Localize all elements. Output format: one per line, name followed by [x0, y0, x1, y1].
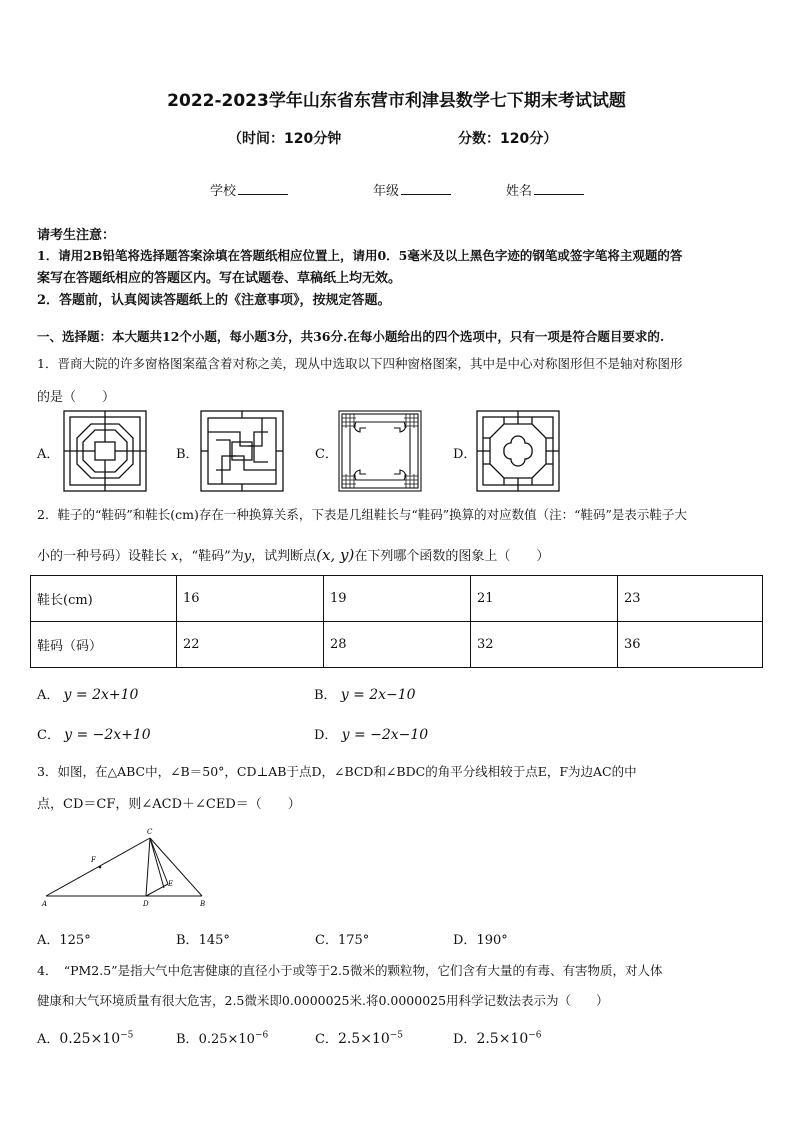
q2-option-d-label: D． [314, 728, 338, 743]
q2-option-c [37, 724, 151, 743]
name-blank [534, 182, 584, 195]
name-label: 姓名 [506, 184, 533, 199]
label-f: F [91, 856, 96, 864]
q4-line-2: 健康和大气环境质量有很大危害，2.5微米即0.0000025米.将0.0000025用科学记数法表示为（ ） [37, 993, 609, 1008]
q3-option-b-label: B． [176, 933, 199, 948]
table-cell: 28 [324, 622, 471, 668]
notice-line-1: 1．请用2B铅笔将选择题答案涂填在答题纸相应位置上，请用0．5毫米及以上黑色字迹的钢笔或签字笔将主观题的答 [37, 248, 683, 263]
q1-option-a-label: A． [37, 447, 60, 462]
q4-option-a-base: 0.25×10 [59, 1031, 121, 1047]
q2-point: (x, y) [316, 546, 355, 564]
q2-line-2-text-e: ，试判断点 [251, 549, 317, 564]
label-e: E [168, 880, 174, 888]
q1-line-1: 1．晋商大院的许多窗格图案蕴含着对称之美，现从中选取以下四种窗格图案，其中是中心对称图形但不是轴对称图形 [37, 356, 683, 371]
table-cell: 23 [618, 576, 763, 622]
q2-line-2 [37, 545, 549, 564]
notice-heading: 请考生注意： [37, 228, 116, 243]
q2-option-b [314, 684, 416, 703]
q2-option-b-expr: y = 2x−10 [340, 687, 416, 703]
q3-option-c-value: 175° [337, 933, 370, 948]
window-pattern-a [63, 410, 147, 492]
q2-option-c-label: C． [37, 728, 60, 743]
label-b: B [200, 900, 206, 908]
q4-option-c-exp: −5 [389, 1030, 404, 1041]
window-pattern-c [338, 410, 422, 492]
q3-line-2: 点，CD＝CF，则∠ACD＋∠CED＝（ ） [37, 797, 301, 812]
label-d: D [143, 900, 149, 908]
exam-time: （时间：120分钟 [228, 131, 342, 147]
q3-option-d-value: 190° [476, 933, 508, 948]
q1-option-c-label: C． [315, 447, 338, 462]
shoe-size-table [30, 575, 763, 668]
q2-option-a-label: A． [37, 688, 60, 703]
q4-option-d-label: D． [453, 1032, 477, 1047]
q1-line-2: 的是（ ） [37, 390, 116, 405]
table-cell: 36 [618, 622, 763, 668]
q4-option-a-label: A． [37, 1032, 60, 1047]
q4-option-c [315, 1028, 403, 1047]
table-row [31, 622, 763, 668]
q4-option-b-exp: −6 [254, 1030, 269, 1041]
q3-option-d-label: D． [453, 933, 477, 948]
q4-option-a-exp: −5 [120, 1030, 134, 1041]
table-cell: 鞋长(cm) [31, 576, 177, 622]
q2-option-d [314, 724, 428, 743]
grade-field [373, 180, 451, 199]
q3-option-c-label: C． [315, 933, 338, 948]
table-row [31, 576, 763, 622]
label-c: C [147, 828, 153, 836]
section-1-heading: 一、选择题：本大题共12个小题，每小题3分，共36分.在每小题给出的四个选项中，只有一项是符合题目要求的. [37, 329, 665, 344]
q3-option-a [37, 929, 91, 948]
q4-option-b-label: B． [176, 1032, 199, 1047]
triangle-figure [36, 826, 216, 910]
q2-option-a-expr: y = 2x+10 [63, 687, 139, 703]
notice-line-2: 案写在答题纸相应的答题区内。写在试题卷、草稿纸上均无效。 [37, 271, 402, 286]
q3-option-b [176, 929, 230, 948]
q2-option-d-expr: y = −2x−10 [341, 727, 429, 743]
q4-option-d-base: 2.5×10 [476, 1031, 529, 1047]
q2-line-2-text-g: 在下列哪个函数的图象上（ ） [354, 549, 550, 564]
table-cell: 19 [324, 576, 471, 622]
q4-line-1: 4． “PM2.5”是指大气中危害健康的直径小于或等于2.5微米的颗粒物，它们含有大量的有毒、有害物质，对人体 [37, 963, 663, 978]
q4-option-d [453, 1028, 542, 1047]
label-a: A [42, 900, 48, 908]
q2-option-b-label: B． [314, 688, 337, 703]
q2-line-2-text-c: ，“鞋码”为 [178, 549, 244, 564]
school-blank [238, 182, 288, 195]
q3-line-1: 3．如图，在△ABC中，∠B＝50°，CD⊥AB于点D，∠BCD和∠BDC的角平分线相较于点E，F为边AC的中 [37, 764, 637, 779]
q2-var-y: y [243, 549, 252, 564]
table-cell: 22 [177, 622, 324, 668]
table-cell: 16 [177, 576, 324, 622]
exam-title: 2022-2023学年山东省东营市利津县数学七下期末考试试题 [167, 91, 626, 111]
exam-score: 分数：120分） [458, 131, 558, 147]
table-cell: 鞋码（码） [31, 622, 177, 668]
notice-line-3: 2．答题前，认真阅读答题纸上的《注意事项》，按规定答题。 [37, 293, 391, 308]
q1-option-d-label: D． [453, 447, 477, 462]
q3-option-d [453, 929, 508, 948]
q2-line-1: 2．鞋子的“鞋码”和鞋长(cm)存在一种换算关系，下表是几组鞋长与“鞋码”换算的对应数值（注：“鞋码”是表示鞋子大 [37, 507, 687, 522]
q3-option-c [315, 929, 369, 948]
table-cell: 32 [471, 622, 618, 668]
table-cell: 21 [471, 576, 618, 622]
grade-blank [401, 182, 451, 195]
q4-option-c-base: 2.5×10 [337, 1031, 390, 1047]
school-label: 学校 [210, 184, 237, 199]
q2-option-a [37, 684, 138, 703]
name-field [506, 180, 584, 199]
window-pattern-b [200, 410, 284, 492]
q4-option-a [37, 1028, 133, 1047]
q2-option-c-expr: y = −2x+10 [64, 727, 151, 743]
grade-label: 年级 [373, 184, 400, 199]
q1-option-b-label: B． [176, 447, 199, 462]
q4-option-b-base: 0.25×10 [198, 1032, 255, 1047]
q4-option-c-label: C． [315, 1032, 338, 1047]
q3-option-b-value: 145° [198, 933, 230, 948]
q3-option-a-value: 125° [59, 933, 91, 948]
q3-option-a-label: A． [37, 933, 60, 948]
school-field [210, 180, 288, 199]
window-pattern-d [476, 410, 560, 492]
q4-option-d-exp: −6 [528, 1030, 542, 1041]
q2-line-2-text-a: 小的一种号码）设鞋长 [37, 549, 168, 564]
q4-option-b [176, 1028, 268, 1047]
q2-var-x: x [171, 549, 179, 564]
